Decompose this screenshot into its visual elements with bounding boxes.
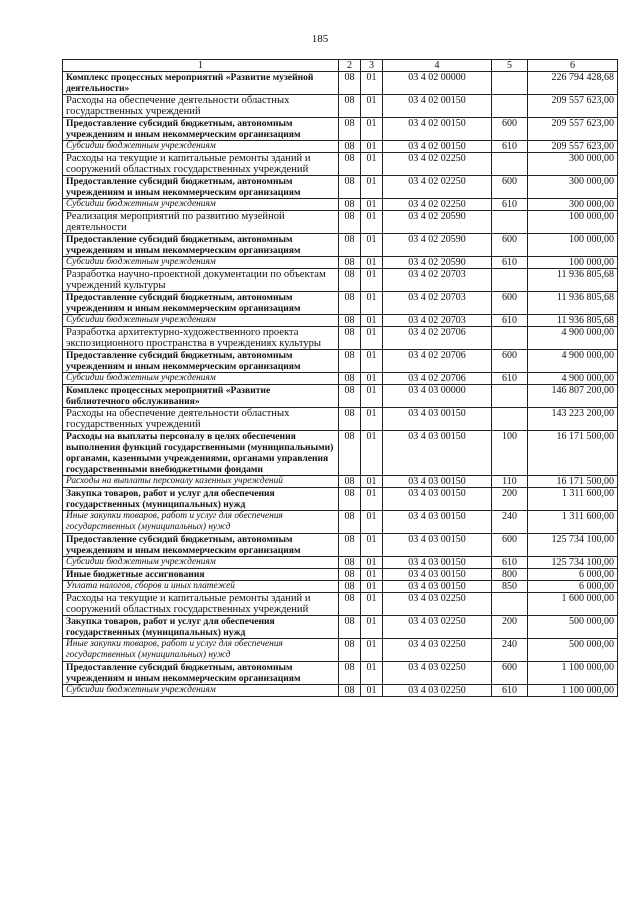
table-row <box>63 616 618 639</box>
amount-cell: 300 000,00 <box>528 176 618 199</box>
row-name-cell: Закупка товаров, работ и услуг для обеспечения государственных (муниципальных) нужд <box>63 488 339 511</box>
subsection-code-cell: 01 <box>361 72 383 95</box>
row-name-cell: Субсидии бюджетным учреждениям <box>63 685 339 697</box>
target-article-cell: 03 4 02 20706 <box>383 350 492 373</box>
target-article-cell: 03 4 03 00150 <box>383 511 492 534</box>
budget-table <box>62 59 618 697</box>
table-row <box>63 511 618 534</box>
target-article-cell: 03 4 03 02250 <box>383 662 492 685</box>
expense-type-cell: 600 <box>492 534 528 557</box>
amount-cell: 11 936 805,68 <box>528 292 618 315</box>
amount-cell: 16 171 500,00 <box>528 431 618 476</box>
row-name-cell: Комплекс процессных мероприятий «Развитие музейной деятельности» <box>63 72 339 95</box>
section-code-cell: 08 <box>339 234 361 257</box>
subsection-code-cell: 01 <box>361 211 383 234</box>
section-code-cell: 08 <box>339 385 361 408</box>
section-code-cell: 08 <box>339 488 361 511</box>
subsection-code-cell: 01 <box>361 639 383 662</box>
amount-cell: 209 557 623,00 <box>528 118 618 141</box>
amount-cell: 500 000,00 <box>528 616 618 639</box>
section-code-cell: 08 <box>339 511 361 534</box>
section-code-cell: 08 <box>339 211 361 234</box>
target-article-cell: 03 4 03 00150 <box>383 569 492 581</box>
table-row <box>63 639 618 662</box>
section-code-cell: 08 <box>339 373 361 385</box>
target-article-cell: 03 4 02 20703 <box>383 315 492 327</box>
amount-cell: 11 936 805,68 <box>528 269 618 292</box>
expense-type-cell <box>492 211 528 234</box>
expense-type-cell <box>492 269 528 292</box>
row-name-cell: Предоставление субсидий бюджетным, автономным учреждениям и иным некоммерческим организациям <box>63 234 339 257</box>
subsection-code-cell: 01 <box>361 292 383 315</box>
amount-cell: 11 936 805,68 <box>528 315 618 327</box>
expense-type-cell: 800 <box>492 569 528 581</box>
row-name-cell: Субсидии бюджетным учреждениям <box>63 557 339 569</box>
target-article-cell: 03 4 02 20703 <box>383 292 492 315</box>
expense-type-cell: 240 <box>492 639 528 662</box>
table-row <box>63 141 618 153</box>
table-row <box>63 569 618 581</box>
subsection-code-cell: 01 <box>361 153 383 176</box>
row-name-cell: Предоставление субсидий бюджетным, автономным учреждениям и иным некоммерческим организациям <box>63 534 339 557</box>
table-row <box>63 211 618 234</box>
target-article-cell: 03 4 03 02250 <box>383 616 492 639</box>
target-article-cell: 03 4 02 20590 <box>383 257 492 269</box>
row-name-cell: Расходы на текущие и капитальные ремонты зданий и сооружений областных государственных учреждений <box>63 153 339 176</box>
expense-type-cell: 600 <box>492 176 528 199</box>
amount-cell: 6 000,00 <box>528 581 618 593</box>
row-name-cell: Расходы на выплаты персоналу в целях обеспечения выполнения функций государственными (муниципальными) органами, казенными учреждениями, органами управления государственными внебюджетными фондами <box>63 431 339 476</box>
amount-cell: 125 734 100,00 <box>528 557 618 569</box>
column-header: 5 <box>492 60 528 72</box>
table-row <box>63 488 618 511</box>
amount-cell: 6 000,00 <box>528 569 618 581</box>
section-code-cell: 08 <box>339 269 361 292</box>
subsection-code-cell: 01 <box>361 476 383 488</box>
subsection-code-cell: 01 <box>361 569 383 581</box>
section-code-cell: 08 <box>339 685 361 697</box>
row-name-cell: Разработка научно-проектной документации по объектам учреждений культуры <box>63 269 339 292</box>
amount-cell: 300 000,00 <box>528 153 618 176</box>
row-name-cell: Расходы на обеспечение деятельности областных государственных учреждений <box>63 408 339 431</box>
subsection-code-cell: 01 <box>361 141 383 153</box>
section-code-cell: 08 <box>339 118 361 141</box>
section-code-cell: 08 <box>339 593 361 616</box>
table-row <box>63 685 618 697</box>
table-row <box>63 593 618 616</box>
target-article-cell: 03 4 02 02250 <box>383 199 492 211</box>
row-name-cell: Расходы на текущие и капитальные ремонты зданий и сооружений областных государственных учреждений <box>63 593 339 616</box>
amount-cell: 4 900 000,00 <box>528 373 618 385</box>
subsection-code-cell: 01 <box>361 373 383 385</box>
target-article-cell: 03 4 02 00000 <box>383 72 492 95</box>
section-code-cell: 08 <box>339 199 361 211</box>
target-article-cell: 03 4 03 00150 <box>383 408 492 431</box>
amount-cell: 1 311 600,00 <box>528 511 618 534</box>
section-code-cell: 08 <box>339 350 361 373</box>
section-code-cell: 08 <box>339 176 361 199</box>
section-code-cell: 08 <box>339 534 361 557</box>
amount-cell: 1 100 000,00 <box>528 685 618 697</box>
amount-cell: 100 000,00 <box>528 257 618 269</box>
expense-type-cell <box>492 153 528 176</box>
section-code-cell: 08 <box>339 292 361 315</box>
amount-cell: 226 794 428,68 <box>528 72 618 95</box>
subsection-code-cell: 01 <box>361 269 383 292</box>
subsection-code-cell: 01 <box>361 557 383 569</box>
row-name-cell: Субсидии бюджетным учреждениям <box>63 315 339 327</box>
column-header: 6 <box>528 60 618 72</box>
expense-type-cell: 610 <box>492 315 528 327</box>
table-row <box>63 662 618 685</box>
subsection-code-cell: 01 <box>361 118 383 141</box>
section-code-cell: 08 <box>339 581 361 593</box>
target-article-cell: 03 4 03 02250 <box>383 685 492 697</box>
column-header: 3 <box>361 60 383 72</box>
subsection-code-cell: 01 <box>361 511 383 534</box>
section-code-cell: 08 <box>339 327 361 350</box>
row-name-cell: Предоставление субсидий бюджетным, автономным учреждениям и иным некоммерческим организациям <box>63 350 339 373</box>
column-header: 4 <box>383 60 492 72</box>
section-code-cell: 08 <box>339 569 361 581</box>
subsection-code-cell: 01 <box>361 488 383 511</box>
expense-type-cell: 600 <box>492 662 528 685</box>
subsection-code-cell: 01 <box>361 315 383 327</box>
subsection-code-cell: 01 <box>361 95 383 118</box>
row-name-cell: Комплекс процессных мероприятий «Развитие библиотечного обслуживания» <box>63 385 339 408</box>
amount-cell: 143 223 200,00 <box>528 408 618 431</box>
target-article-cell: 03 4 02 00150 <box>383 118 492 141</box>
target-article-cell: 03 4 02 20590 <box>383 211 492 234</box>
row-name-cell: Субсидии бюджетным учреждениям <box>63 373 339 385</box>
table-row <box>63 257 618 269</box>
section-code-cell: 08 <box>339 408 361 431</box>
row-name-cell: Расходы на выплаты персоналу казенных учреждений <box>63 476 339 488</box>
table-row <box>63 315 618 327</box>
expense-type-cell: 850 <box>492 581 528 593</box>
target-article-cell: 03 4 02 02250 <box>383 176 492 199</box>
table-row <box>63 385 618 408</box>
amount-cell: 100 000,00 <box>528 211 618 234</box>
expense-type-cell: 100 <box>492 431 528 476</box>
expense-type-cell: 600 <box>492 350 528 373</box>
amount-cell: 500 000,00 <box>528 639 618 662</box>
section-code-cell: 08 <box>339 557 361 569</box>
expense-type-cell: 200 <box>492 488 528 511</box>
section-code-cell: 08 <box>339 72 361 95</box>
amount-cell: 4 900 000,00 <box>528 327 618 350</box>
table-row <box>63 476 618 488</box>
subsection-code-cell: 01 <box>361 350 383 373</box>
table-row <box>63 72 618 95</box>
row-name-cell: Закупка товаров, работ и услуг для обеспечения государственных (муниципальных) нужд <box>63 616 339 639</box>
row-name-cell: Иные закупки товаров, работ и услуг для обеспечения государственных (муниципальных) нужд <box>63 639 339 662</box>
expense-type-cell: 240 <box>492 511 528 534</box>
subsection-code-cell: 01 <box>361 257 383 269</box>
expense-type-cell: 600 <box>492 234 528 257</box>
amount-cell: 125 734 100,00 <box>528 534 618 557</box>
table-row <box>63 118 618 141</box>
amount-cell: 16 171 500,00 <box>528 476 618 488</box>
subsection-code-cell: 01 <box>361 534 383 557</box>
subsection-code-cell: 01 <box>361 385 383 408</box>
section-code-cell: 08 <box>339 662 361 685</box>
expense-type-cell: 610 <box>492 557 528 569</box>
row-name-cell: Субсидии бюджетным учреждениям <box>63 257 339 269</box>
table-row <box>63 408 618 431</box>
subsection-code-cell: 01 <box>361 431 383 476</box>
row-name-cell: Иные бюджетные ассигнования <box>63 569 339 581</box>
section-code-cell: 08 <box>339 476 361 488</box>
subsection-code-cell: 01 <box>361 685 383 697</box>
expense-type-cell <box>492 327 528 350</box>
expense-type-cell <box>492 385 528 408</box>
table-row <box>63 95 618 118</box>
subsection-code-cell: 01 <box>361 408 383 431</box>
row-name-cell: Предоставление субсидий бюджетным, автономным учреждениям и иным некоммерческим организациям <box>63 176 339 199</box>
subsection-code-cell: 01 <box>361 234 383 257</box>
table-row <box>63 350 618 373</box>
amount-cell: 209 557 623,00 <box>528 95 618 118</box>
target-article-cell: 03 4 02 20706 <box>383 327 492 350</box>
table-row <box>63 431 618 476</box>
page-number: 185 <box>311 33 329 45</box>
expense-type-cell <box>492 408 528 431</box>
table-row <box>63 199 618 211</box>
expense-type-cell <box>492 95 528 118</box>
target-article-cell: 03 4 02 00150 <box>383 141 492 153</box>
target-article-cell: 03 4 03 00150 <box>383 581 492 593</box>
subsection-code-cell: 01 <box>361 581 383 593</box>
amount-cell: 100 000,00 <box>528 234 618 257</box>
subsection-code-cell: 01 <box>361 176 383 199</box>
table-row <box>63 176 618 199</box>
table-row <box>63 373 618 385</box>
target-article-cell: 03 4 03 00150 <box>383 431 492 476</box>
budget-rows <box>63 72 618 697</box>
section-code-cell: 08 <box>339 257 361 269</box>
row-name-cell: Расходы на обеспечение деятельности областных государственных учреждений <box>63 95 339 118</box>
section-code-cell: 08 <box>339 315 361 327</box>
subsection-code-cell: 01 <box>361 616 383 639</box>
subsection-code-cell: 01 <box>361 327 383 350</box>
section-code-cell: 08 <box>339 616 361 639</box>
amount-cell: 1 600 000,00 <box>528 593 618 616</box>
row-name-cell: Субсидии бюджетным учреждениям <box>63 141 339 153</box>
row-name-cell: Предоставление субсидий бюджетным, автономным учреждениям и иным некоммерческим организациям <box>63 118 339 141</box>
expense-type-cell: 600 <box>492 292 528 315</box>
expense-type-cell: 110 <box>492 476 528 488</box>
amount-cell: 209 557 623,00 <box>528 141 618 153</box>
section-code-cell: 08 <box>339 153 361 176</box>
table-row <box>63 557 618 569</box>
section-code-cell: 08 <box>339 95 361 118</box>
table-row <box>63 327 618 350</box>
row-name-cell: Реализация мероприятий по развитию музейной деятельности <box>63 211 339 234</box>
table-row <box>63 581 618 593</box>
target-article-cell: 03 4 03 00150 <box>383 534 492 557</box>
amount-cell: 1 100 000,00 <box>528 662 618 685</box>
amount-cell: 4 900 000,00 <box>528 350 618 373</box>
expense-type-cell: 610 <box>492 199 528 211</box>
target-article-cell: 03 4 03 02250 <box>383 593 492 616</box>
expense-type-cell: 610 <box>492 141 528 153</box>
target-article-cell: 03 4 02 02250 <box>383 153 492 176</box>
amount-cell: 146 807 200,00 <box>528 385 618 408</box>
column-header: 2 <box>339 60 361 72</box>
subsection-code-cell: 01 <box>361 662 383 685</box>
target-article-cell: 03 4 03 02250 <box>383 639 492 662</box>
expense-type-cell: 200 <box>492 616 528 639</box>
section-code-cell: 08 <box>339 431 361 476</box>
expense-type-cell: 610 <box>492 685 528 697</box>
amount-cell: 1 311 600,00 <box>528 488 618 511</box>
column-header: 1 <box>63 60 339 72</box>
target-article-cell: 03 4 02 20590 <box>383 234 492 257</box>
table-row <box>63 534 618 557</box>
target-article-cell: 03 4 03 00150 <box>383 488 492 511</box>
section-code-cell: 08 <box>339 639 361 662</box>
target-article-cell: 03 4 02 00150 <box>383 95 492 118</box>
expense-type-cell <box>492 72 528 95</box>
row-name-cell: Предоставление субсидий бюджетным, автономным учреждениям и иным некоммерческим организациям <box>63 292 339 315</box>
table-row <box>63 234 618 257</box>
expense-type-cell: 610 <box>492 257 528 269</box>
subsection-code-cell: 01 <box>361 199 383 211</box>
table-row <box>63 153 618 176</box>
row-name-cell: Предоставление субсидий бюджетным, автономным учреждениям и иным некоммерческим организациям <box>63 662 339 685</box>
expense-type-cell: 600 <box>492 118 528 141</box>
row-name-cell: Разработка архитектурно-художественного проекта экспозиционного пространства в учреждениях культуры <box>63 327 339 350</box>
amount-cell: 300 000,00 <box>528 199 618 211</box>
target-article-cell: 03 4 03 00150 <box>383 557 492 569</box>
row-name-cell: Иные закупки товаров, работ и услуг для обеспечения государственных (муниципальных) нужд <box>63 511 339 534</box>
target-article-cell: 03 4 02 20703 <box>383 269 492 292</box>
target-article-cell: 03 4 03 00000 <box>383 385 492 408</box>
target-article-cell: 03 4 02 20706 <box>383 373 492 385</box>
section-code-cell: 08 <box>339 141 361 153</box>
target-article-cell: 03 4 03 00150 <box>383 476 492 488</box>
expense-type-cell: 610 <box>492 373 528 385</box>
table-row <box>63 269 618 292</box>
row-name-cell: Субсидии бюджетным учреждениям <box>63 199 339 211</box>
subsection-code-cell: 01 <box>361 593 383 616</box>
table-row <box>63 292 618 315</box>
expense-type-cell <box>492 593 528 616</box>
row-name-cell: Уплата налогов, сборов и иных платежей <box>63 581 339 593</box>
column-number-row <box>63 60 618 72</box>
